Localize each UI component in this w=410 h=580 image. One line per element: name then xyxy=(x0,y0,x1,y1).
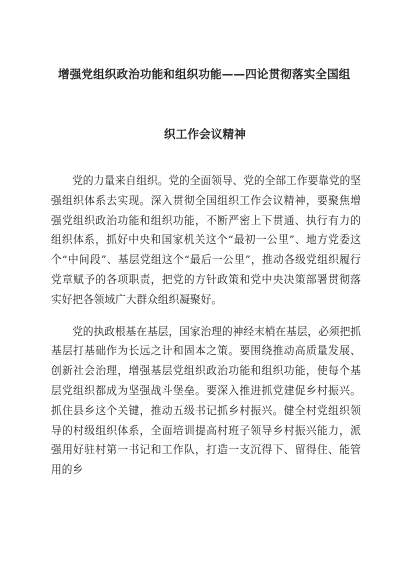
document-title-line-2: 织工作会议精神 xyxy=(164,127,246,141)
document-body xyxy=(51,172,361,489)
document-title-line-1: 增强党组织政治功能和组织功能——四论贯彻落实全国组 xyxy=(58,67,351,81)
body-paragraph-1: 党的力量来自组织。党的全面领导、党的全部工作要靠党的坚强组织体系去实现。深入贯彻全国组织工作会议精神，要聚焦增强党组织政治功能和组织功能，不断严密上下贯通、执行有力的组织体系，抓好中央和国家机关这个“最初一公里”、地方党委这个“中间段”、基层党组这个“最后一公里”，推动各级党组织履行党章赋予的各项职责，把党的方针政策和党中央决策部署贯彻落实好把各领域广大群众组织凝聚好。 xyxy=(51,175,361,306)
body-paragraph-2: 党的执政根基在基层，国家治理的神经末梢在基层，必须把抓基层打基础作为长远之计和固本之策。要围绕推动高质量发展、创新社会治理，增强基层党组织政治功能和组织功能，使每个基层党组织都成为坚强战斗堡垒。要深入推进抓党建促乡村振兴。抓住县乡这个关键，推动五级书记抓乡村振兴。健全村党组织领导的村级组织体系，全面培训提高村班子领导乡村振兴能力，派强用好驻村第一书记和工作队，打造一支沉得下、留得住、能管用的乡 xyxy=(51,325,361,477)
